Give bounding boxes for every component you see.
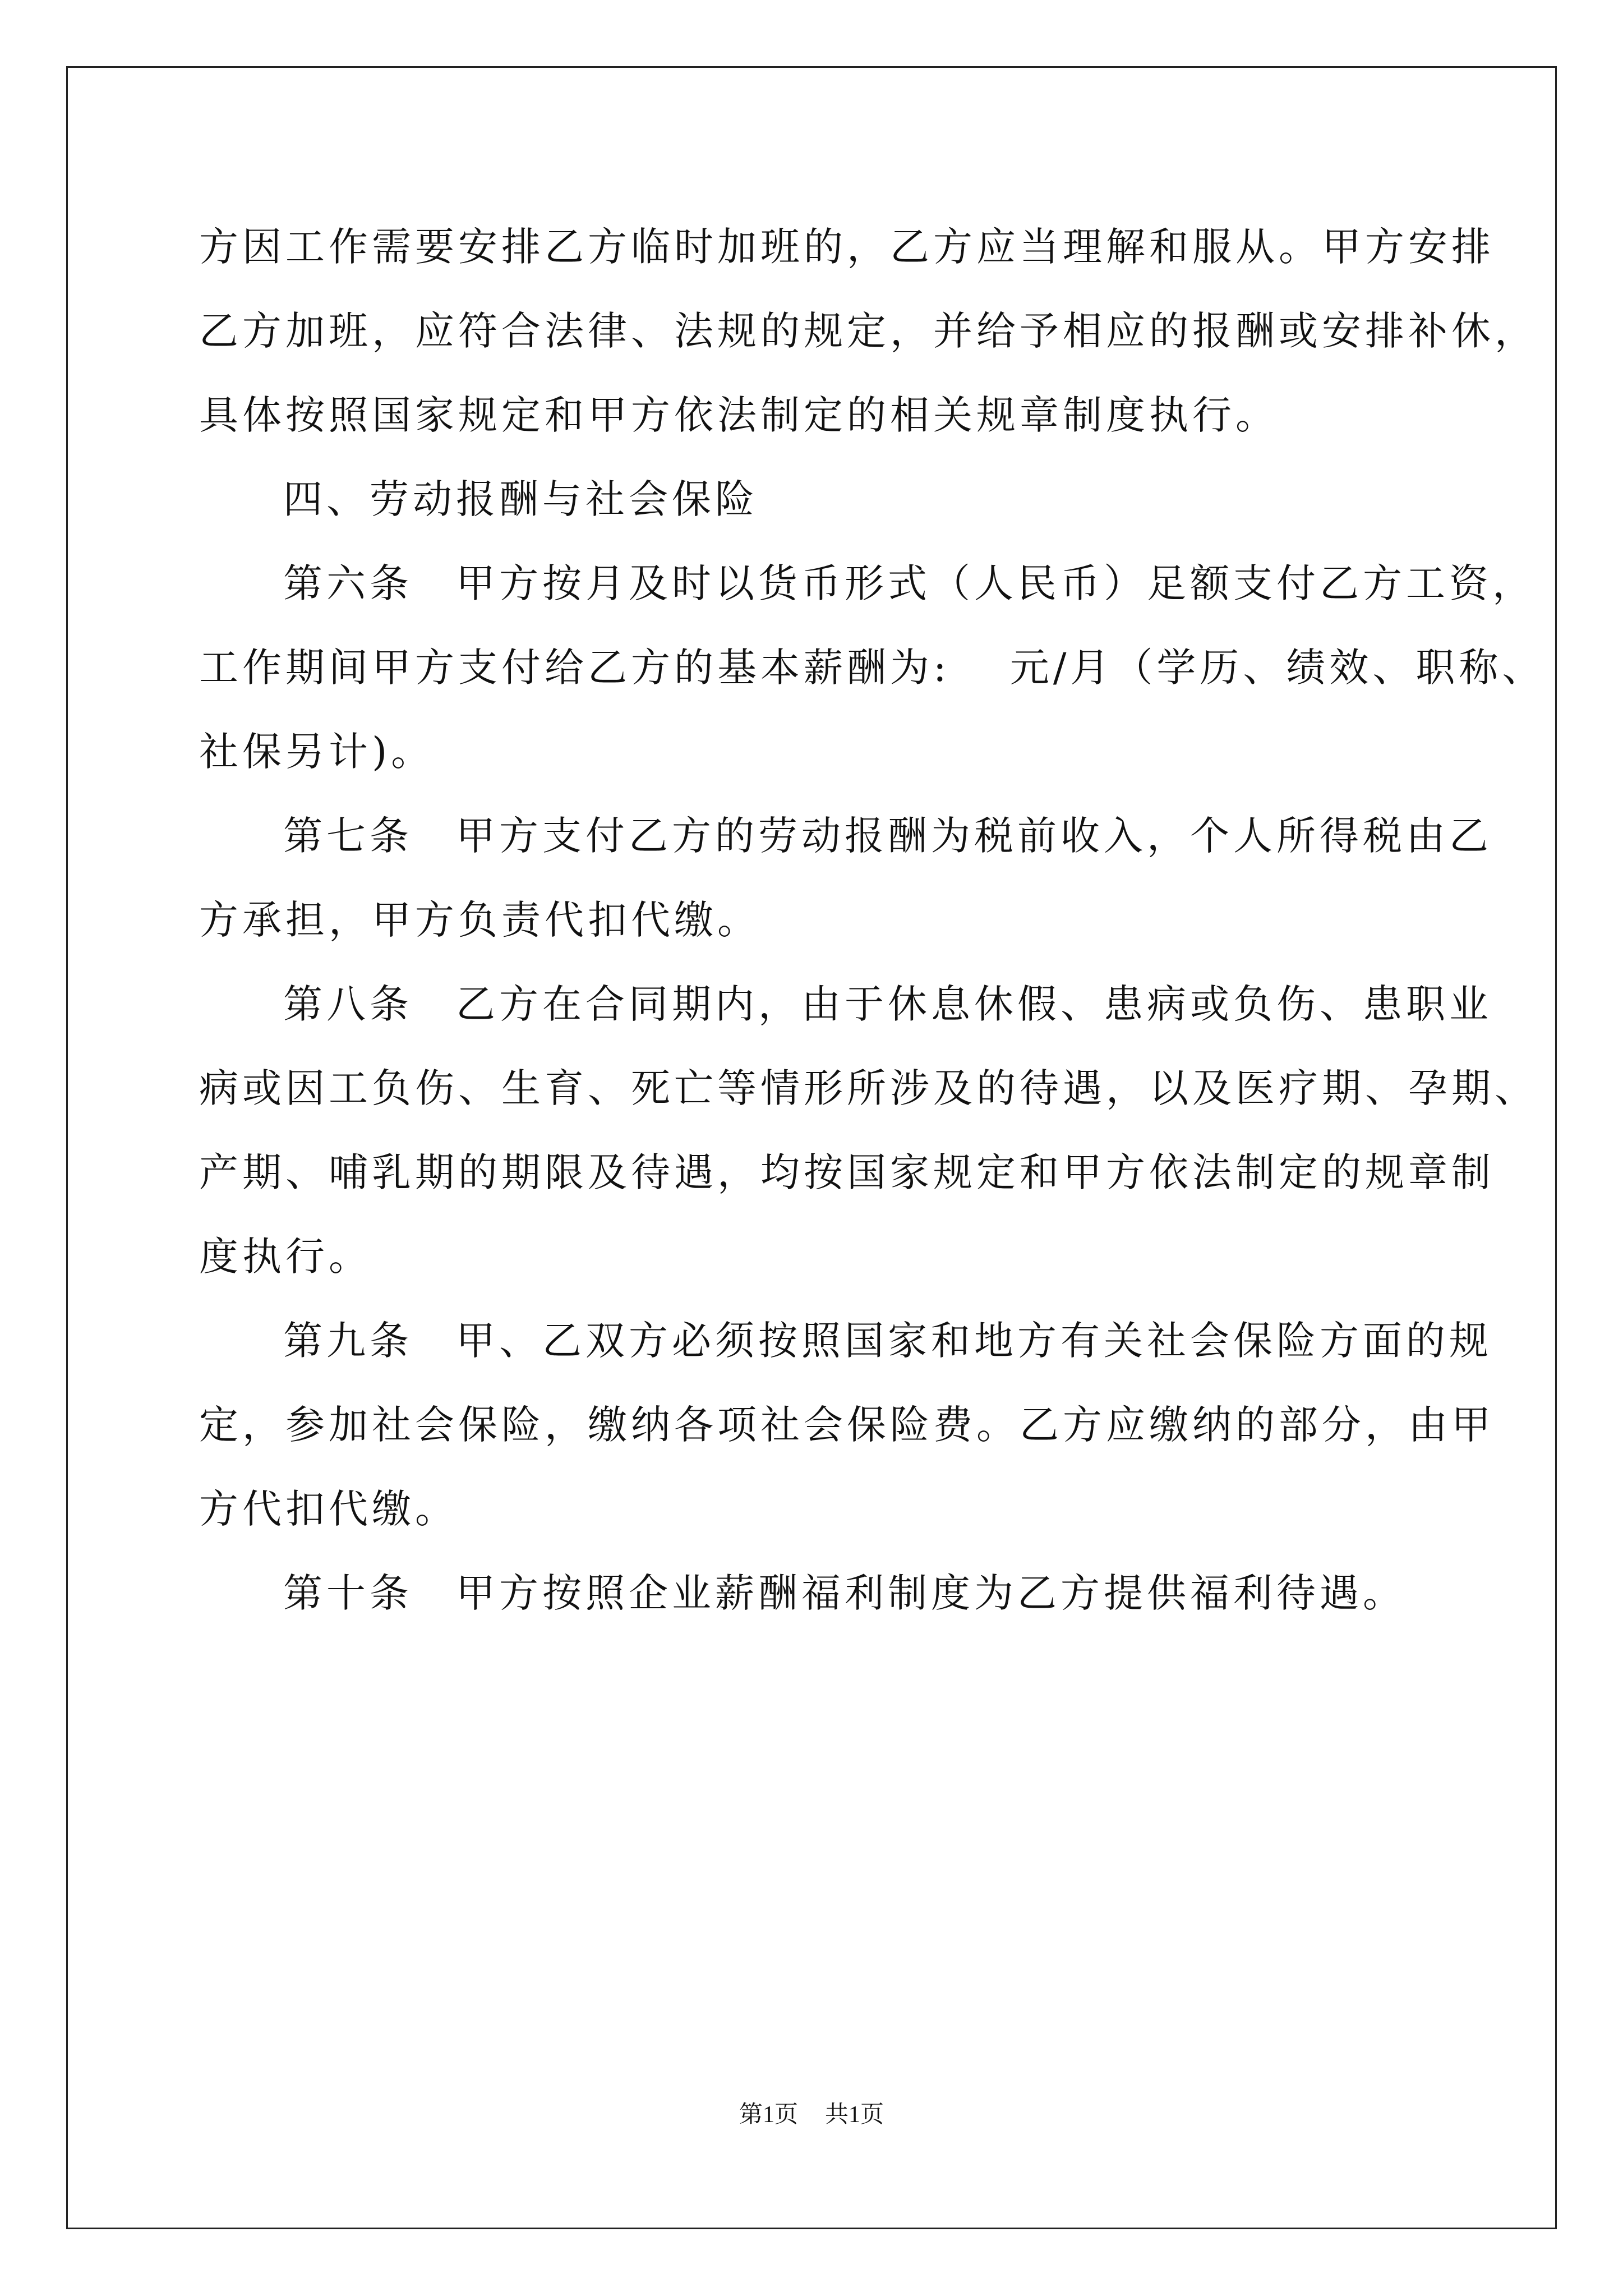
text-line: 工作期间甲方支付给乙方的基本薪酬为: 元/月（学历、绩效、职称、 [199, 645, 1546, 691]
text-line: 乙方加班，应符合法律、法规的规定，并给予相应的报酬或安排补休， [199, 308, 1538, 354]
text-line: 社保另计)。 [199, 729, 435, 775]
text-line: 产期、哺乳期的期限及待遇，均按国家规定和甲方依法制定的规章制 [199, 1149, 1495, 1195]
text-line: 第九条 甲、乙双方必须按照国家和地方有关社会保险方面的规 [283, 1318, 1492, 1364]
text-line: 第七条 甲方支付乙方的劳动报酬为税前收入，个人所得税由乙 [283, 813, 1492, 859]
text-line: 方代扣代缴。 [199, 1486, 458, 1532]
text-line: 第六条 甲方按月及时以货币形式（人民币）足额支付乙方工资， [283, 560, 1536, 606]
text-line: 具体按照国家规定和甲方依法制定的相关规章制度执行。 [199, 392, 1279, 438]
text-line: 度执行。 [199, 1234, 372, 1280]
text-line: 方因工作需要安排乙方临时加班的，乙方应当理解和服从。甲方安排 [199, 224, 1495, 270]
page-total: 共1页 [825, 2102, 884, 2128]
page-number: 第1页 [739, 2102, 798, 2128]
text-line: 方承担，甲方负责代扣代缴。 [199, 897, 760, 943]
section-heading: 四、劳动报酬与社会保险 [283, 476, 758, 522]
text-line: 定，参加社会保险，缴纳各项社会保险费。乙方应缴纳的部分，由甲 [199, 1402, 1495, 1448]
text-line: 第八条 乙方在合同期内，由于休息休假、患病或负伤、患职业 [283, 981, 1492, 1027]
text-line: 病或因工负伤、生育、死亡等情形所涉及的待遇，以及医疗期、孕期、 [199, 1065, 1538, 1111]
text-line: 第十条 甲方按照企业薪酬福利制度为乙方提供福利待遇。 [283, 1570, 1406, 1616]
page-footer [0, 2098, 1623, 2132]
